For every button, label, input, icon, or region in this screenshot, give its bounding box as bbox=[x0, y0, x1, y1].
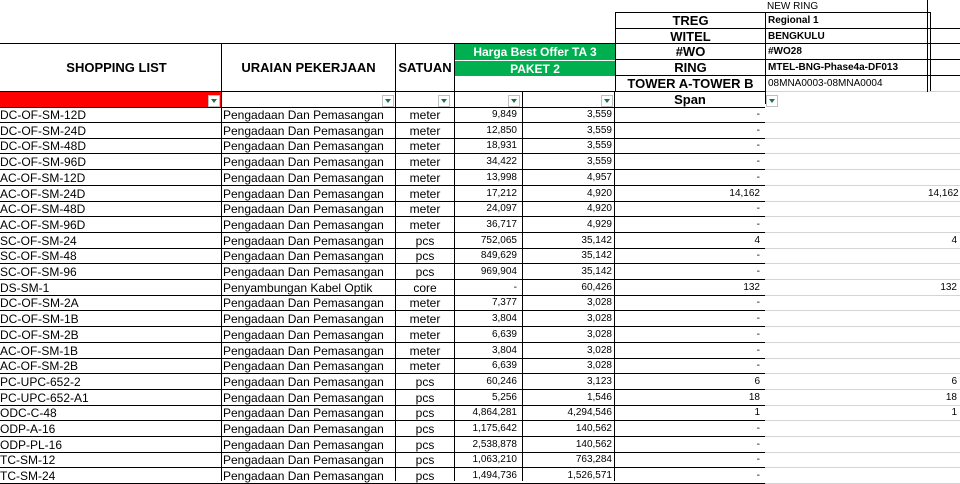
table-row[interactable] bbox=[0, 138, 960, 154]
span-cell[interactable]: - bbox=[756, 250, 760, 262]
harga-cell[interactable]: 1,494,736 bbox=[472, 470, 517, 482]
extra-cell[interactable] bbox=[928, 138, 960, 154]
satuan-cell[interactable]: pcs bbox=[415, 233, 435, 248]
new-ring-text: NEW RING bbox=[767, 0, 819, 12]
span-cell[interactable]: - bbox=[756, 156, 760, 168]
harga-cell[interactable]: 34,422 bbox=[486, 156, 517, 168]
paket-cell[interactable]: 3,028 bbox=[586, 297, 612, 309]
shopping-list-header-text: SHOPPING LIST bbox=[66, 60, 167, 75]
harga-cell[interactable]: - bbox=[513, 281, 517, 293]
table-row[interactable] bbox=[0, 437, 960, 453]
satuan-cell[interactable]: meter bbox=[409, 312, 441, 327]
harga-cell[interactable]: 1,063,210 bbox=[472, 454, 517, 466]
uraian-cell[interactable]: Pengadaan Dan Pemasangan bbox=[223, 233, 384, 248]
shopping-item-cell[interactable]: DC-OF-SM-96D bbox=[0, 155, 86, 170]
uraian-cell[interactable]: Penyambungan Kabel Optik bbox=[223, 280, 373, 295]
shopping-item-cell[interactable]: AC-OF-SM-2B bbox=[0, 359, 78, 374]
shopping-item-cell[interactable]: ODC-C-48 bbox=[0, 406, 57, 421]
extra-cell[interactable]: 1 bbox=[951, 407, 957, 419]
paket-cell[interactable]: 3,123 bbox=[586, 375, 612, 387]
satuan-cell[interactable]: meter bbox=[409, 359, 441, 374]
table-row[interactable] bbox=[0, 107, 960, 123]
satuan-cell[interactable]: meter bbox=[409, 123, 441, 138]
span-cell[interactable]: - bbox=[756, 470, 760, 482]
uraian-cell[interactable]: Pengadaan Dan Pemasangan bbox=[223, 217, 384, 232]
uraian-cell[interactable]: Pengadaan Dan Pemasangan bbox=[223, 469, 384, 484]
shopping-item-cell[interactable]: ODP-PL-16 bbox=[0, 437, 63, 452]
paket-cell[interactable]: 140,562 bbox=[575, 423, 612, 434]
filter-dropdown-icon[interactable] bbox=[382, 95, 394, 107]
paket-cell[interactable]: 4,957 bbox=[586, 171, 612, 183]
treg-value[interactable]: Regional 1 bbox=[766, 13, 960, 29]
table-row[interactable] bbox=[0, 405, 960, 421]
uraian-cell[interactable]: Pengadaan Dan Pemasangan bbox=[223, 453, 384, 468]
extra-cell[interactable] bbox=[928, 311, 960, 327]
extra-cell[interactable] bbox=[928, 107, 960, 123]
shopping-item-cell[interactable]: SC-OF-SM-96 bbox=[0, 265, 77, 279]
shopping-item-cell[interactable]: DC-OF-SM-12D bbox=[0, 108, 86, 122]
uraian-cell[interactable]: Pengadaan Dan Pemasangan bbox=[223, 170, 384, 185]
satuan-cell[interactable]: pcs bbox=[415, 469, 435, 484]
shopping-item-cell[interactable]: DC-OF-SM-48D bbox=[0, 139, 86, 154]
span-cell[interactable]: 132 bbox=[743, 281, 760, 293]
span-cell[interactable]: - bbox=[756, 423, 760, 434]
extra-cell[interactable] bbox=[928, 264, 960, 280]
harga-cell[interactable]: 18,931 bbox=[486, 140, 517, 152]
paket-cell[interactable]: 60,426 bbox=[581, 281, 612, 293]
satuan-cell[interactable]: pcs bbox=[415, 406, 435, 421]
filter-cell-harga[interactable] bbox=[455, 92, 522, 107]
satuan-cell[interactable]: meter bbox=[409, 139, 441, 154]
shopping-item-cell[interactable]: AC-OF-SM-96D bbox=[0, 217, 86, 232]
shopping-item-cell[interactable]: TC-SM-24 bbox=[0, 469, 56, 484]
uraian-header-text: URAIAN PEKERJAAN bbox=[241, 60, 376, 75]
filter-cell-uraian[interactable] bbox=[222, 92, 395, 107]
paket-cell[interactable]: 4,920 bbox=[586, 203, 612, 215]
paket-cell[interactable]: 763,284 bbox=[575, 454, 612, 466]
paket-cell[interactable]: 3,028 bbox=[586, 360, 612, 372]
hdr-sep-6 bbox=[927, 0, 928, 92]
extra-cell[interactable] bbox=[928, 295, 960, 311]
extra-cell[interactable]: 18 bbox=[945, 391, 957, 403]
shopping-item-cell[interactable]: DC-OF-SM-1B bbox=[0, 312, 79, 327]
witel-value[interactable]: BENGKULU bbox=[766, 29, 960, 44]
uraian-cell[interactable]: Pengadaan Dan Pemasangan bbox=[223, 139, 384, 154]
span-cell[interactable]: 1 bbox=[754, 407, 760, 419]
extra-cell[interactable] bbox=[928, 217, 960, 233]
extra-cell[interactable] bbox=[928, 358, 960, 374]
span-cell[interactable]: - bbox=[756, 171, 760, 183]
table-row[interactable] bbox=[0, 468, 960, 484]
filter-dropdown-icon[interactable] bbox=[508, 95, 520, 107]
tower-label[interactable]: TOWER A-TOWER B bbox=[615, 76, 766, 92]
table-row[interactable] bbox=[0, 280, 960, 296]
uraian-cell[interactable]: Pengadaan Dan Pemasangan bbox=[223, 249, 384, 264]
harga-cell[interactable]: 3,804 bbox=[491, 313, 517, 325]
paket-cell[interactable]: 4,920 bbox=[586, 187, 612, 199]
new-ring-label[interactable] bbox=[766, 0, 960, 12]
harga-cell[interactable]: 752,065 bbox=[480, 234, 517, 246]
shopping-item-cell[interactable]: ODP-A-16 bbox=[0, 422, 56, 436]
extra-cell[interactable] bbox=[928, 248, 960, 264]
shopping-item-cell[interactable]: AC-OF-SM-24D bbox=[0, 186, 86, 201]
span-cell[interactable]: - bbox=[756, 203, 760, 215]
span-cell[interactable]: 6 bbox=[754, 375, 760, 387]
satuan-cell[interactable]: pcs bbox=[415, 437, 435, 452]
satuan-cell[interactable]: meter bbox=[409, 296, 441, 311]
paket-cell[interactable]: 3,559 bbox=[586, 124, 612, 136]
table-row[interactable] bbox=[0, 233, 960, 249]
ring-label[interactable]: RING bbox=[615, 60, 766, 76]
table-row[interactable] bbox=[0, 217, 960, 233]
span-cell[interactable]: - bbox=[756, 360, 760, 372]
harga-cell[interactable]: 60,246 bbox=[486, 375, 517, 387]
shopping-item-cell[interactable]: TC-SM-12 bbox=[0, 453, 56, 468]
span-cell[interactable]: - bbox=[756, 328, 760, 340]
table-row[interactable] bbox=[0, 311, 960, 327]
extra-cell[interactable] bbox=[928, 343, 960, 359]
paket-cell[interactable]: 4,294,546 bbox=[567, 407, 612, 419]
table-row[interactable] bbox=[0, 170, 960, 186]
harga-cell[interactable]: 13,998 bbox=[486, 171, 517, 183]
table-row[interactable] bbox=[0, 374, 960, 390]
satuan-cell[interactable]: pcs bbox=[415, 390, 435, 405]
uraian-cell[interactable]: Pengadaan Dan Pemasangan bbox=[223, 406, 384, 421]
filter-cell-span[interactable] bbox=[766, 92, 960, 107]
uraian-cell[interactable]: Pengadaan Dan Pemasangan bbox=[223, 343, 384, 358]
harga-cell[interactable]: 1,175,642 bbox=[472, 423, 517, 434]
tower-value[interactable]: 08MNA0003-08MNA0004 bbox=[766, 76, 960, 92]
span-label[interactable]: Span bbox=[674, 92, 706, 107]
extra-cell[interactable] bbox=[928, 123, 960, 139]
uraian-cell[interactable]: Pengadaan Dan Pemasangan bbox=[223, 296, 384, 311]
table-row[interactable] bbox=[0, 452, 960, 468]
satuan-cell[interactable]: meter bbox=[409, 343, 441, 358]
shopping-item-cell[interactable]: SC-OF-SM-48 bbox=[0, 249, 77, 264]
paket-cell[interactable]: 3,028 bbox=[586, 344, 612, 356]
extra-cell[interactable] bbox=[928, 452, 960, 468]
satuan-cell[interactable]: pcs bbox=[415, 453, 435, 468]
uraian-cell[interactable]: Pengadaan Dan Pemasangan bbox=[223, 123, 384, 138]
span-cell[interactable]: - bbox=[756, 438, 760, 450]
filter-cell-harga2[interactable] bbox=[523, 92, 614, 107]
filter-dropdown-icon[interactable] bbox=[766, 95, 778, 107]
span-cell[interactable]: 4 bbox=[754, 234, 760, 246]
harga-cell[interactable]: 9,849 bbox=[491, 109, 517, 120]
uraian-cell[interactable]: Pengadaan Dan Pemasangan bbox=[223, 312, 384, 327]
uraian-cell[interactable]: Pengadaan Dan Pemasangan bbox=[223, 374, 384, 389]
shopping-item-cell[interactable]: DC-OF-SM-2A bbox=[0, 296, 79, 311]
wo-label[interactable]: #WO bbox=[615, 44, 766, 60]
table-row[interactable] bbox=[0, 390, 960, 406]
shopping-item-cell[interactable]: DS-SM-1 bbox=[0, 280, 50, 295]
span-cell[interactable]: 18 bbox=[748, 391, 760, 403]
table-row[interactable] bbox=[0, 264, 960, 280]
uraian-cell[interactable]: Pengadaan Dan Pemasangan bbox=[223, 327, 384, 342]
uraian-cell[interactable]: Pengadaan Dan Pemasangan bbox=[223, 155, 384, 170]
harga-cell[interactable]: 2,538,878 bbox=[472, 438, 517, 450]
span-cell[interactable]: - bbox=[756, 266, 760, 277]
harga-header[interactable] bbox=[455, 44, 615, 60]
extra-cell[interactable] bbox=[928, 327, 960, 343]
harga-cell[interactable]: 969,904 bbox=[480, 266, 517, 277]
span-cell[interactable]: - bbox=[756, 454, 760, 466]
paket-cell[interactable]: 3,559 bbox=[586, 140, 612, 152]
satuan-cell[interactable]: meter bbox=[409, 186, 441, 201]
extra-cell[interactable] bbox=[928, 437, 960, 453]
harga-cell[interactable]: 7,377 bbox=[491, 297, 517, 309]
satuan-header-text: SATUAN bbox=[398, 60, 452, 75]
paket-cell[interactable]: 35,142 bbox=[581, 234, 612, 246]
harga-cell[interactable]: 6,639 bbox=[491, 360, 517, 372]
span-cell[interactable]: - bbox=[756, 344, 760, 356]
extra-cell[interactable] bbox=[928, 421, 960, 437]
span-cell[interactable]: - bbox=[756, 297, 760, 309]
shopping-item-cell[interactable]: PC-UPC-652-2 bbox=[0, 374, 81, 389]
harga-cell[interactable]: 4,864,281 bbox=[472, 407, 517, 419]
shopping-item-cell[interactable]: AC-OF-SM-12D bbox=[0, 170, 86, 185]
uraian-cell[interactable]: Pengadaan Dan Pemasangan bbox=[223, 390, 384, 405]
shopping-item-cell[interactable]: AC-OF-SM-1B bbox=[0, 343, 78, 358]
satuan-cell[interactable]: meter bbox=[409, 202, 441, 217]
table-row[interactable] bbox=[0, 123, 960, 139]
treg-label[interactable]: TREG bbox=[615, 13, 766, 29]
paket-cell[interactable]: 3,028 bbox=[586, 328, 612, 340]
satuan-cell[interactable]: meter bbox=[409, 155, 441, 170]
shopping-item-cell[interactable]: DC-OF-SM-2B bbox=[0, 327, 79, 342]
span-cell[interactable]: - bbox=[756, 109, 760, 120]
harga-header-text: Harga Best Offer TA 3 bbox=[473, 45, 597, 59]
harga-cell[interactable]: 36,717 bbox=[486, 218, 517, 230]
extra-cell[interactable] bbox=[928, 154, 960, 170]
wo-value[interactable]: #WO28 bbox=[766, 44, 960, 60]
shopping-item-cell[interactable]: PC-UPC-652-A1 bbox=[0, 390, 89, 405]
extra-cell[interactable]: 4 bbox=[951, 234, 957, 246]
harga-cell[interactable]: 17,212 bbox=[486, 187, 517, 199]
satuan-cell[interactable]: pcs bbox=[415, 374, 435, 389]
table-row[interactable] bbox=[0, 421, 960, 437]
extra-cell[interactable]: 132 bbox=[940, 281, 957, 293]
shopping-list-header[interactable] bbox=[0, 44, 221, 91]
filter-dropdown-icon[interactable] bbox=[208, 95, 220, 107]
table-row[interactable] bbox=[0, 295, 960, 311]
paket-cell[interactable]: 140,562 bbox=[575, 438, 612, 450]
uraian-cell[interactable]: Pengadaan Dan Pemasangan bbox=[223, 359, 384, 374]
filter-cell-shopping[interactable] bbox=[0, 92, 221, 107]
paket-header-text: PAKET 2 bbox=[510, 61, 560, 76]
uraian-header[interactable] bbox=[222, 44, 395, 91]
uraian-cell[interactable]: Pengadaan Dan Pemasangan bbox=[223, 186, 384, 201]
filter-cell-satuan[interactable] bbox=[396, 92, 454, 107]
uraian-cell[interactable]: Pengadaan Dan Pemasangan bbox=[223, 437, 384, 452]
uraian-cell[interactable]: Pengadaan Dan Pemasangan bbox=[223, 202, 384, 217]
harga-cell[interactable]: 24,097 bbox=[486, 203, 517, 215]
extra-cell[interactable]: 14,162 bbox=[928, 187, 959, 199]
extra-cell[interactable] bbox=[928, 170, 960, 186]
paket-cell[interactable]: 1,546 bbox=[586, 391, 612, 403]
extra-cell[interactable] bbox=[928, 468, 960, 484]
harga-cell[interactable]: 5,256 bbox=[491, 391, 517, 403]
span-cell[interactable]: - bbox=[756, 124, 760, 136]
table-row[interactable] bbox=[0, 358, 960, 374]
paket-cell[interactable]: 3,028 bbox=[586, 313, 612, 325]
span-cell[interactable]: - bbox=[756, 140, 760, 152]
shopping-item-cell[interactable]: DC-OF-SM-24D bbox=[0, 123, 86, 138]
paket-cell[interactable]: 35,142 bbox=[581, 266, 612, 277]
harga-cell[interactable]: 3,804 bbox=[491, 344, 517, 356]
paket-cell[interactable]: 4,929 bbox=[586, 218, 612, 230]
paket-header[interactable] bbox=[455, 61, 615, 76]
satuan-cell[interactable]: core bbox=[413, 280, 437, 295]
filter-dropdown-icon[interactable] bbox=[601, 95, 613, 107]
ring-value[interactable]: MTEL-BNG-Phase4a-DF013 bbox=[766, 60, 960, 76]
table-row[interactable] bbox=[0, 201, 960, 217]
shopping-item-cell[interactable]: SC-OF-SM-24 bbox=[0, 233, 77, 248]
harga-cell[interactable]: 6,639 bbox=[491, 328, 517, 340]
paket-cell[interactable]: 3,559 bbox=[586, 156, 612, 168]
satuan-cell[interactable]: pcs bbox=[415, 422, 435, 436]
span-cell[interactable]: 14,162 bbox=[729, 187, 760, 199]
satuan-cell[interactable]: meter bbox=[409, 170, 441, 185]
extra-cell[interactable]: 6 bbox=[951, 375, 957, 387]
satuan-cell[interactable]: meter bbox=[409, 217, 441, 232]
uraian-cell[interactable]: Pengadaan Dan Pemasangan bbox=[223, 108, 384, 122]
witel-label[interactable]: WITEL bbox=[615, 29, 766, 44]
table-row[interactable] bbox=[0, 154, 960, 170]
harga-cell[interactable]: 12,850 bbox=[486, 124, 517, 136]
table-row[interactable] bbox=[0, 343, 960, 359]
satuan-cell[interactable]: meter bbox=[409, 327, 441, 342]
span-cell[interactable]: - bbox=[756, 313, 760, 325]
satuan-cell[interactable]: meter bbox=[409, 108, 441, 122]
paket-cell[interactable]: 1,526,571 bbox=[567, 470, 612, 482]
table-row[interactable] bbox=[0, 186, 960, 202]
shopping-item-cell[interactable]: AC-OF-SM-48D bbox=[0, 202, 86, 217]
extra-cell[interactable] bbox=[928, 201, 960, 217]
satuan-header[interactable] bbox=[396, 44, 454, 91]
paket-cell[interactable]: 35,142 bbox=[581, 250, 612, 262]
paket-cell[interactable]: 3,559 bbox=[586, 109, 612, 120]
span-cell[interactable]: - bbox=[756, 218, 760, 230]
harga-cell[interactable]: 849,629 bbox=[480, 250, 517, 262]
uraian-cell[interactable]: Pengadaan Dan Pemasangan bbox=[223, 265, 384, 279]
filter-dropdown-icon[interactable] bbox=[438, 95, 450, 107]
table-row[interactable] bbox=[0, 327, 960, 343]
uraian-cell[interactable]: Pengadaan Dan Pemasangan bbox=[223, 422, 384, 436]
satuan-cell[interactable]: pcs bbox=[415, 249, 435, 264]
satuan-cell[interactable]: pcs bbox=[415, 265, 435, 279]
table-row[interactable] bbox=[0, 248, 960, 264]
